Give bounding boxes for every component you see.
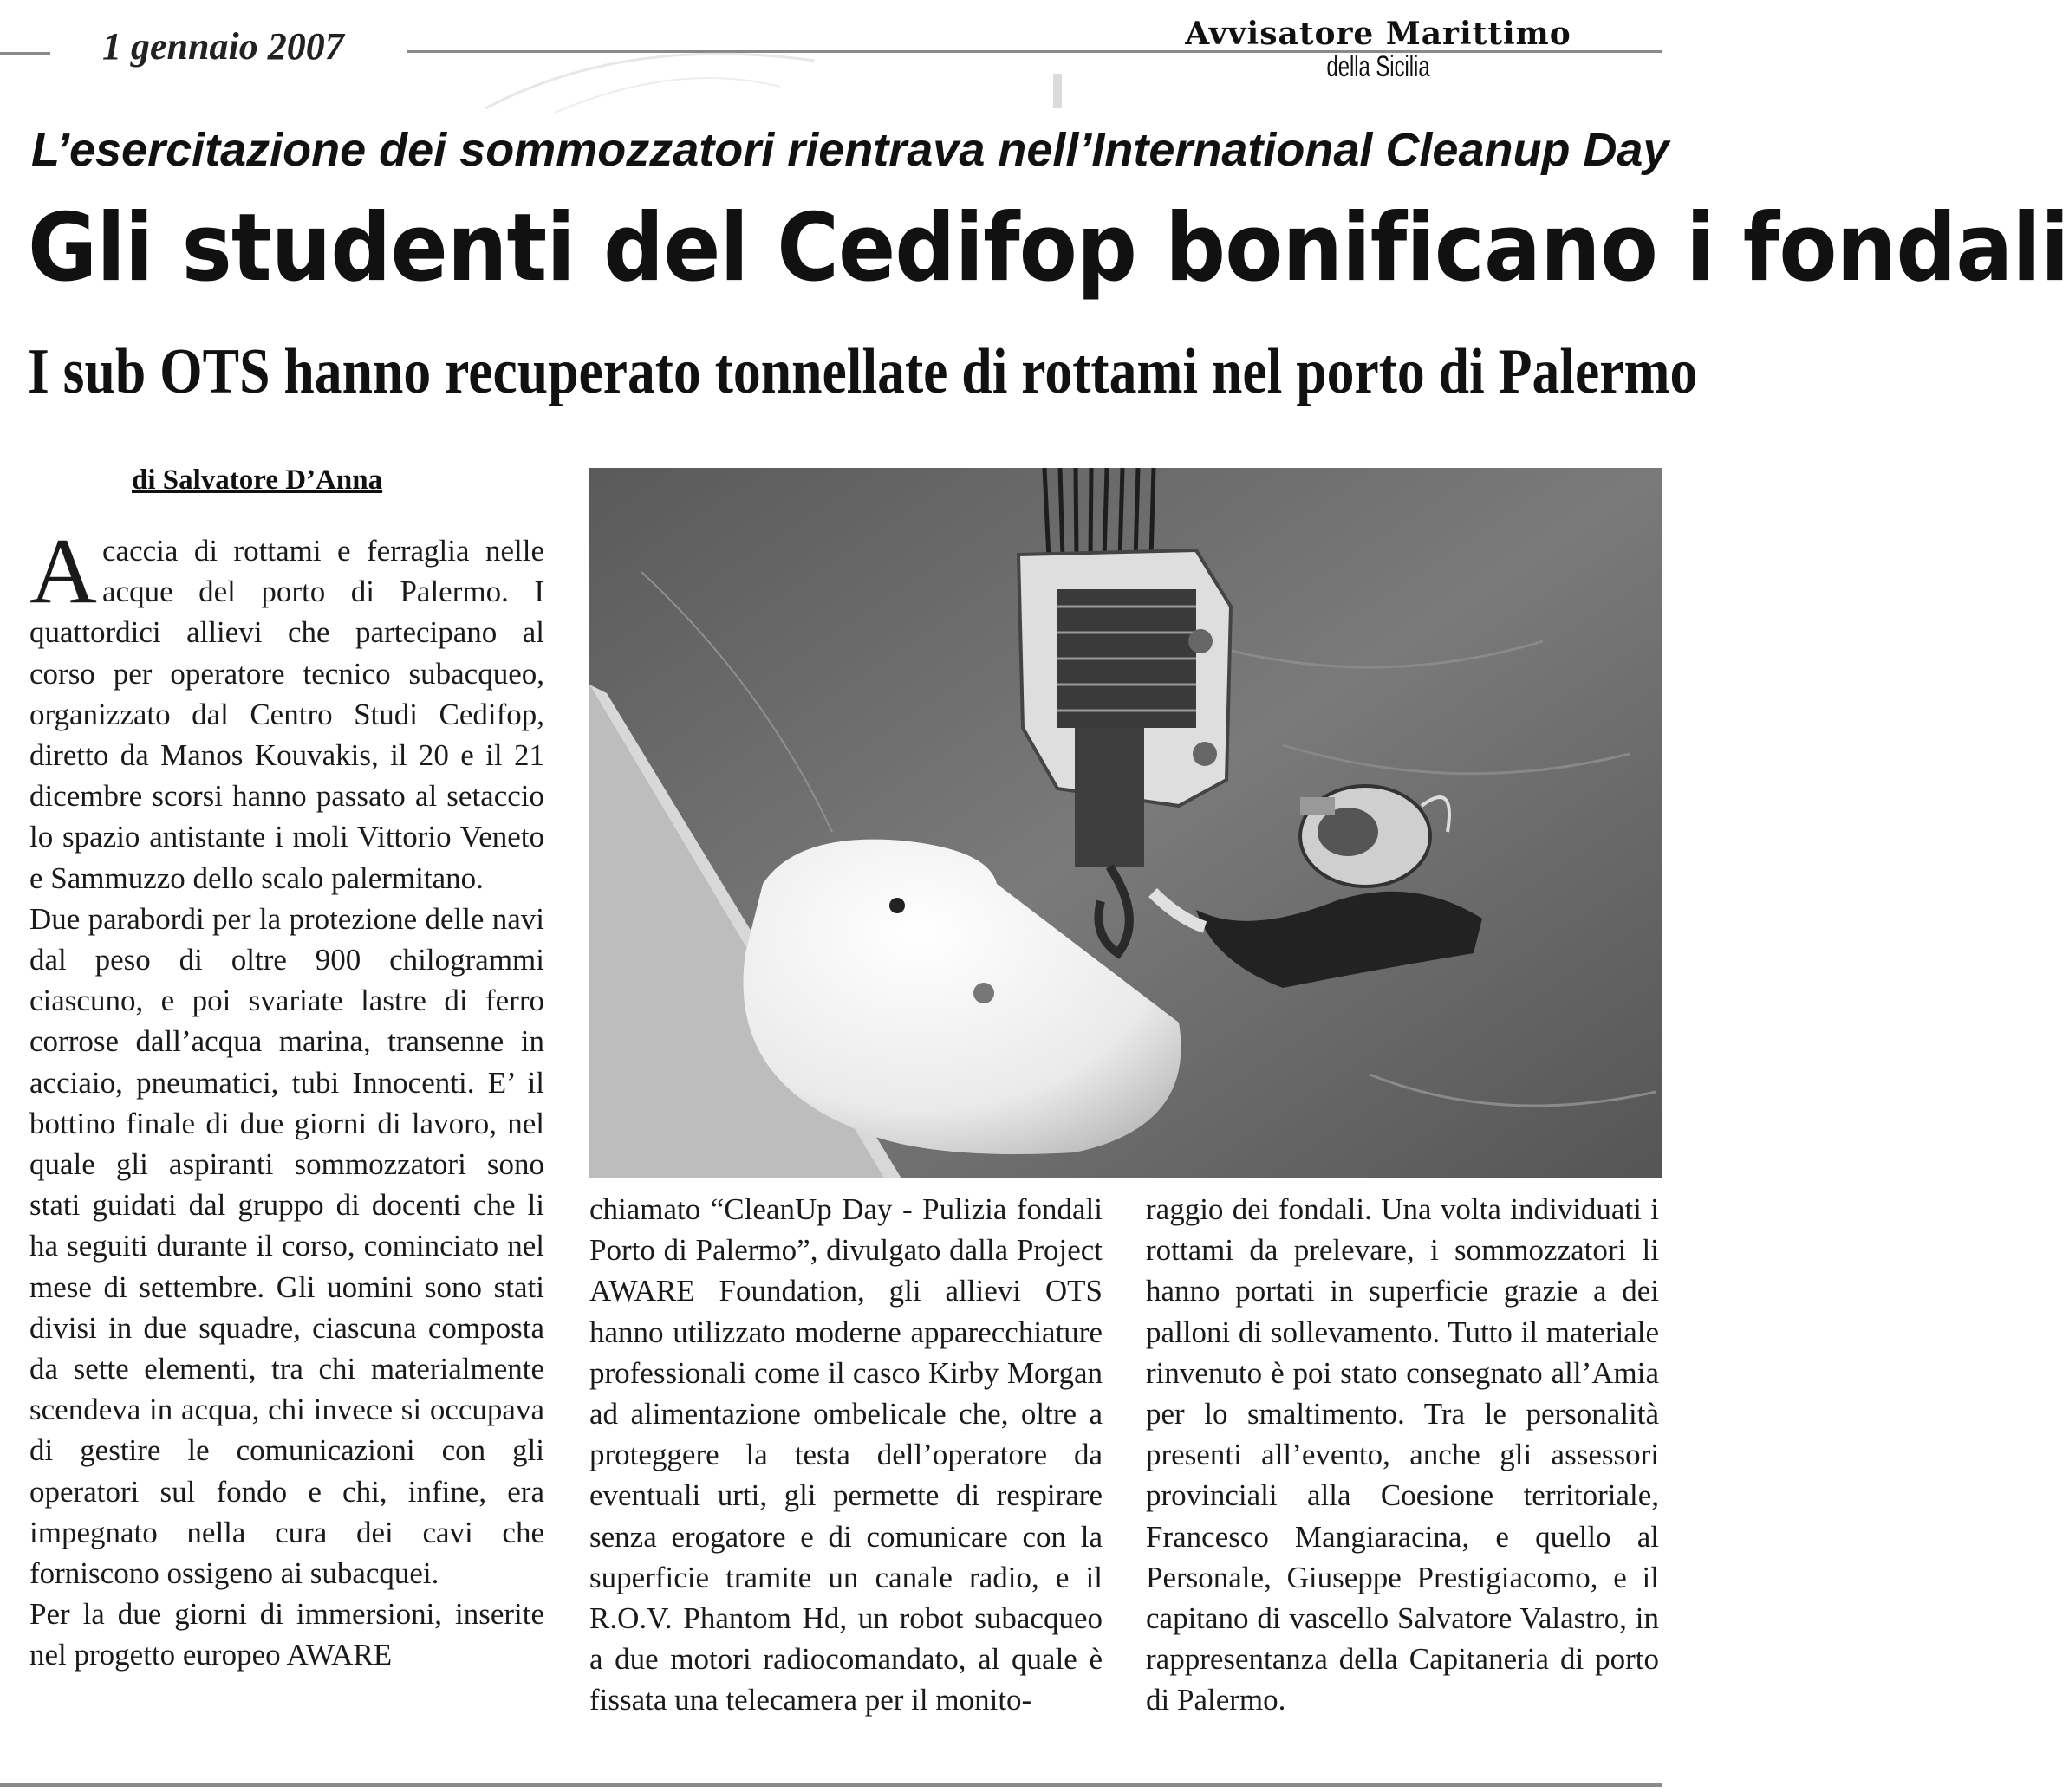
paragraph-4: chiamato “CleanUp Day - Pulizia fondali Porto di Palermo”, divulgato dalla Project AWARE Foundation, gli allievi OTS hanno utilizzato moderne apparecchiature professionali come il casco Kirby Morgan ad alimentazione ombelicale che, oltre a proteggere la testa dell’operatore da eventuali urti, gli permette di respirare senza erogatore e di comunicare con la superficie tramite un canale radio, e il R.O.V. Phantom Hd, un robot subacqueo a due motori radiocomandato, al quale è fissata una telecamera per il monito- bbox=[589, 1192, 1103, 1717]
article-headline: Gli studenti del Cedifop bonificano i fondali bbox=[28, 194, 2069, 302]
paragraph-1-text: caccia di rottami e ferraglia nelle acque del porto di Palermo. I quattordici allievi che partecipano al corso per operatore tecnico subacqueo, organizzato dal Centro Studi Cedifop, diretto da Manos Kouvakis, il 20 e il 21 dicembre scorsi hanno passato al setaccio lo spazio antistante i moli Vittorio Veneto e Sammuzzo dello scalo palermitano. bbox=[29, 534, 544, 895]
article-subheadline: I sub OTS hanno recuperato tonnellate di rottami nel porto di Palermo bbox=[28, 336, 1698, 407]
photo-diver-crane bbox=[589, 468, 1662, 1178]
issue-date: 1 gennaio 2007 bbox=[102, 25, 344, 68]
article-photo bbox=[589, 468, 1662, 1178]
byline: di Salvatore D’Anna bbox=[132, 464, 383, 496]
article-kicker: L’esercitazione dei sommozzatori rientrava nell’International Cleanup Day bbox=[31, 124, 1669, 176]
article-column-1 bbox=[29, 520, 544, 1676]
paragraph-1 bbox=[29, 520, 544, 899]
paragraph-2: Due parabordi per la protezione delle navi dal peso di oltre 900 chilogrammi ciascuno, e poi svariate lastre di ferro corrose dall’acqua marina, transenne in acciaio, pneumatici, tubi Innocenti. E’ il bottino finale di due giorni di lavoro, nel quale gli aspiranti sommozzatori sono stati guidati dal gruppo di docenti che li ha seguiti durante il corso, cominciato nel mese di settembre. Gli uomini sono stati divisi in due squadre, ciascuna composta da sette elementi, tra chi materialmente scendeva in acqua, chi invece si occupava di gestire le comunicazioni con gli operatori sul fondo e chi, infine, era impegnato nella cura dei cavi che forniscono ossigeno ai subacquei. bbox=[29, 901, 544, 1591]
header-rule-left bbox=[0, 52, 50, 55]
masthead bbox=[1153, 16, 1604, 84]
article-column-3 bbox=[1146, 1189, 1659, 1721]
watermark-logo bbox=[451, 26, 1057, 121]
masthead-name: Avvisatore Marittimo bbox=[1185, 16, 1571, 52]
drop-cap: A bbox=[29, 520, 97, 623]
footer-rule bbox=[0, 1783, 1662, 1787]
paragraph-3: Per la due giorni di immersioni, inserite nel progetto europeo AWARE bbox=[29, 1597, 544, 1672]
masthead-subtitle: della Sicilia bbox=[1326, 50, 1430, 83]
article-column-2 bbox=[589, 1189, 1103, 1721]
paragraph-5: raggio dei fondali. Una volta individuati i rottami da prelevare, i sommozzatori li hanno portati in superficie grazie a dei palloni di sollevamento. Tutto il materiale rinvenuto è poi stato consegnato all’Amia per lo smaltimento. Tra le personalità presenti all’evento, anche gli assessori provinciali alla Coesione territoriale, Francesco Mangiaracina, e quello al Personale, Giuseppe Prestigiacomo, e il capitano di vascello Salvatore Valastro, in rappresentanza della Capitaneria di porto di Palermo. bbox=[1146, 1192, 1659, 1717]
